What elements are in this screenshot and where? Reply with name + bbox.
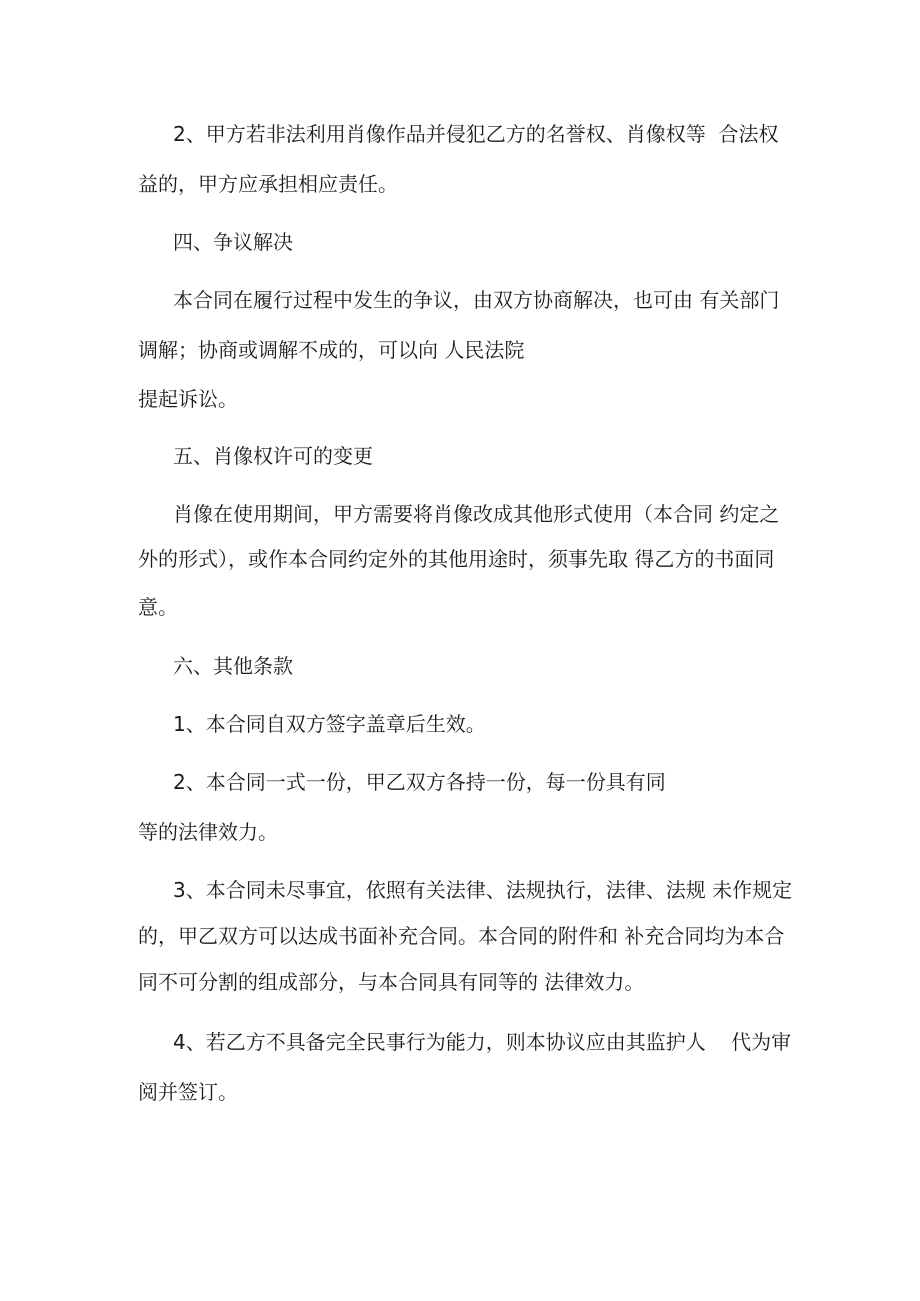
section-5-heading: 五、肖像权许可的变更	[173, 444, 373, 468]
clause-3-2-line-2: 益的，甲方应承担相应责任。	[138, 172, 398, 196]
clause-6-3-line-2: 的，甲乙双方可以达成书面补充合同。本合同的附件和 补充合同均为本合	[138, 924, 785, 948]
clause-6-4-line-2: 阅并签订。	[138, 1080, 238, 1104]
clause-6-2-line-2: 等的法律效力。	[138, 820, 278, 844]
clause-6-3-line-3: 同不可分割的组成部分，与本合同具有同等的 法律效力。	[138, 970, 645, 994]
clause-3-2-line-1: 2、甲方若非法利用肖像作品并侵犯乙方的名誉权、肖像权等 合法权	[173, 122, 779, 146]
clause-6-3-line-1: 3、本合同未尽事宜，依照有关法律、法规执行，法律、法规 未作规定	[173, 878, 793, 902]
section-5-body-line-2: 外的形式），或作本合同约定外的其他用途时，须事先取 得乙方的书面同	[138, 547, 775, 571]
section-4-body-line-3: 提起诉讼。	[138, 387, 238, 411]
clause-6-1: 1、本合同自双方签字盖章后生效。	[173, 712, 486, 736]
section-5-body-line-3: 意。	[138, 595, 178, 619]
section-5-body-line-1: 肖像在使用期间，甲方需要将肖像改成其他形式使用（本合同 约定之	[173, 502, 780, 526]
section-4-body-line-1: 本合同在履行过程中发生的争议，由双方协商解决，也可由 有关部门	[173, 288, 780, 312]
clause-6-4-line-1: 4、若乙方不具备完全民事行为能力，则本协议应由其监护人 代为审	[173, 1030, 792, 1054]
section-6-heading: 六、其他条款	[173, 654, 293, 678]
section-4-body-line-2: 调解；协商或调解不成的，可以向 人民法院	[138, 338, 525, 362]
section-4-heading: 四、争议解决	[173, 230, 293, 254]
clause-6-2-line-1: 2、本合同一式一份，甲乙双方各持一份，每一份具有同	[173, 770, 666, 794]
